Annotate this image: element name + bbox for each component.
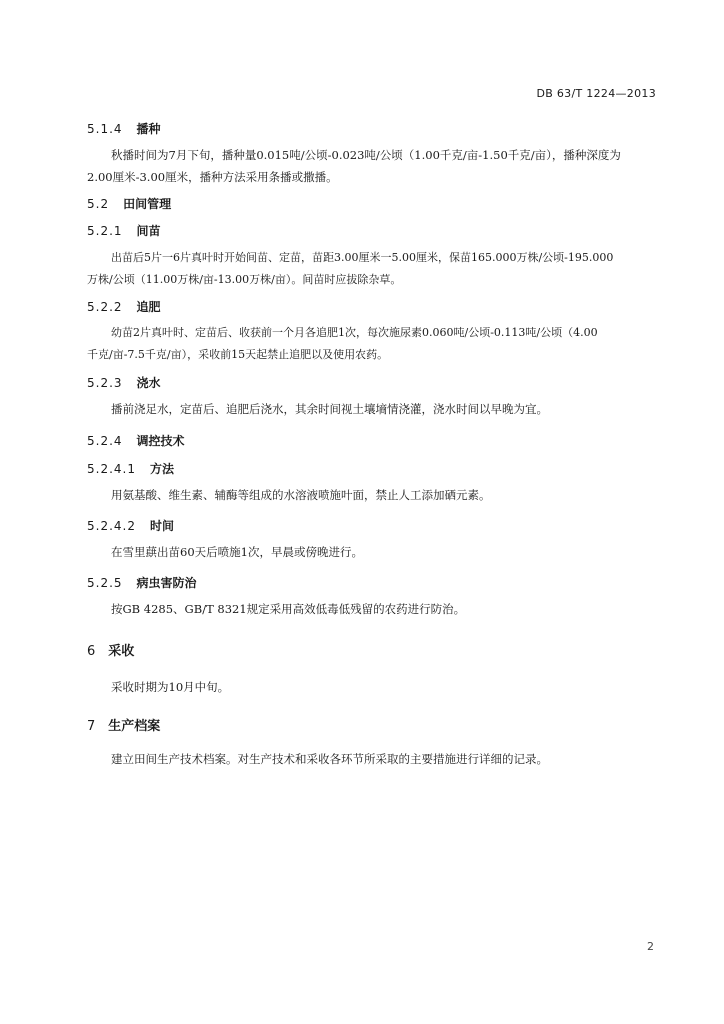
heading-number: 5.1.4 bbox=[87, 122, 123, 136]
heading-title: 浇水 bbox=[136, 376, 161, 390]
paragraph-line: 按GB 4285、GB/T 8321规定采用高效低毒低残留的农药进行防治。 bbox=[111, 602, 466, 616]
paragraph-line: 2.00厘米-3.00厘米，播种方法采用条播或撒播。 bbox=[87, 170, 338, 184]
heading-title: 采收 bbox=[108, 644, 135, 659]
paragraph-pest-control bbox=[87, 598, 657, 620]
document-code-header: DB 63/T 1224—2013 bbox=[536, 87, 656, 100]
heading-number: 5.2.3 bbox=[87, 376, 123, 390]
heading-number: 5.2.5 bbox=[87, 576, 123, 590]
heading-number: 7 bbox=[87, 719, 97, 734]
heading-6 bbox=[87, 640, 134, 659]
heading-number: 5.2.4 bbox=[87, 434, 123, 448]
paragraph-line: 秋播时间为7月下旬，播种量0.015吨/公顷-0.023吨/公顷（1.00千克/亩-1.50千克/亩），播种深度为 bbox=[111, 148, 621, 162]
page-number: 2 bbox=[647, 940, 654, 953]
paragraph-line: 万株/公顷（11.00万株/亩-13.00万株/亩）。间苗时应拔除杂草。 bbox=[87, 273, 402, 286]
heading-number: 5.2 bbox=[87, 197, 110, 211]
heading-5-2-4-2 bbox=[87, 517, 174, 534]
paragraph-line: 千克/亩-7.5千克/亩），采收前15天起禁止追肥以及使用农药。 bbox=[87, 348, 389, 361]
heading-7 bbox=[87, 715, 160, 734]
heading-5-2-4 bbox=[87, 432, 185, 449]
paragraph-line: 采收时期为10月中旬。 bbox=[111, 680, 230, 694]
heading-5-2-3 bbox=[87, 374, 161, 391]
heading-5-2-1 bbox=[87, 222, 161, 239]
paragraph-regulation-timing bbox=[87, 541, 657, 563]
heading-title: 播种 bbox=[136, 122, 161, 136]
paragraph-sowing bbox=[87, 144, 657, 188]
heading-title: 生产档案 bbox=[108, 719, 161, 734]
paragraph-harvest bbox=[87, 676, 657, 698]
paragraph-thinning bbox=[87, 247, 657, 291]
paragraph-line: 播前浇足水，定苗后、追肥后浇水，其余时间视土壤墒情浇灌，浇水时间以早晚为宜。 bbox=[111, 402, 548, 416]
heading-number: 5.2.4.1 bbox=[87, 462, 136, 476]
heading-title: 田间管理 bbox=[123, 197, 172, 211]
heading-number: 6 bbox=[87, 644, 97, 659]
paragraph-watering bbox=[87, 398, 657, 420]
paragraph-line: 建立田间生产技术档案。对生产技术和采收各环节所采取的主要措施进行详细的记录。 bbox=[111, 752, 548, 766]
paragraph-regulation-method bbox=[87, 484, 657, 506]
heading-number: 5.2.2 bbox=[87, 300, 123, 314]
paragraph-records bbox=[87, 748, 657, 770]
paragraph-fertilizing bbox=[87, 322, 657, 366]
heading-title: 病虫害防治 bbox=[136, 576, 197, 590]
heading-5-1-4 bbox=[87, 120, 161, 137]
paragraph-line: 在雪里蕻出苗60天后喷施1次，早晨或傍晚进行。 bbox=[111, 545, 363, 559]
heading-number: 5.2.4.2 bbox=[87, 519, 136, 533]
heading-title: 间苗 bbox=[136, 224, 161, 238]
heading-5-2-5 bbox=[87, 574, 197, 591]
heading-5-2-4-1 bbox=[87, 460, 174, 477]
paragraph-line: 出苗后5片一6片真叶时开始间苗、定苗，苗距3.00厘米一5.00厘米，保苗165.000万株/公顷-195.000 bbox=[111, 251, 614, 264]
heading-5-2-2 bbox=[87, 298, 161, 315]
paragraph-line: 用氨基酸、维生素、辅酶等组成的水溶液喷施叶面，禁止人工添加硒元素。 bbox=[111, 488, 491, 502]
heading-number: 5.2.1 bbox=[87, 224, 123, 238]
paragraph-line: 幼苗2片真叶时、定苗后、收获前一个月各追肥1次，每次施尿素0.060吨/公顷-0.113吨/公顷（4.00 bbox=[111, 326, 598, 339]
heading-5-2 bbox=[87, 195, 171, 212]
heading-title: 调控技术 bbox=[136, 434, 185, 448]
heading-title: 时间 bbox=[149, 519, 174, 533]
heading-title: 追肥 bbox=[136, 300, 161, 314]
heading-title: 方法 bbox=[149, 462, 174, 476]
